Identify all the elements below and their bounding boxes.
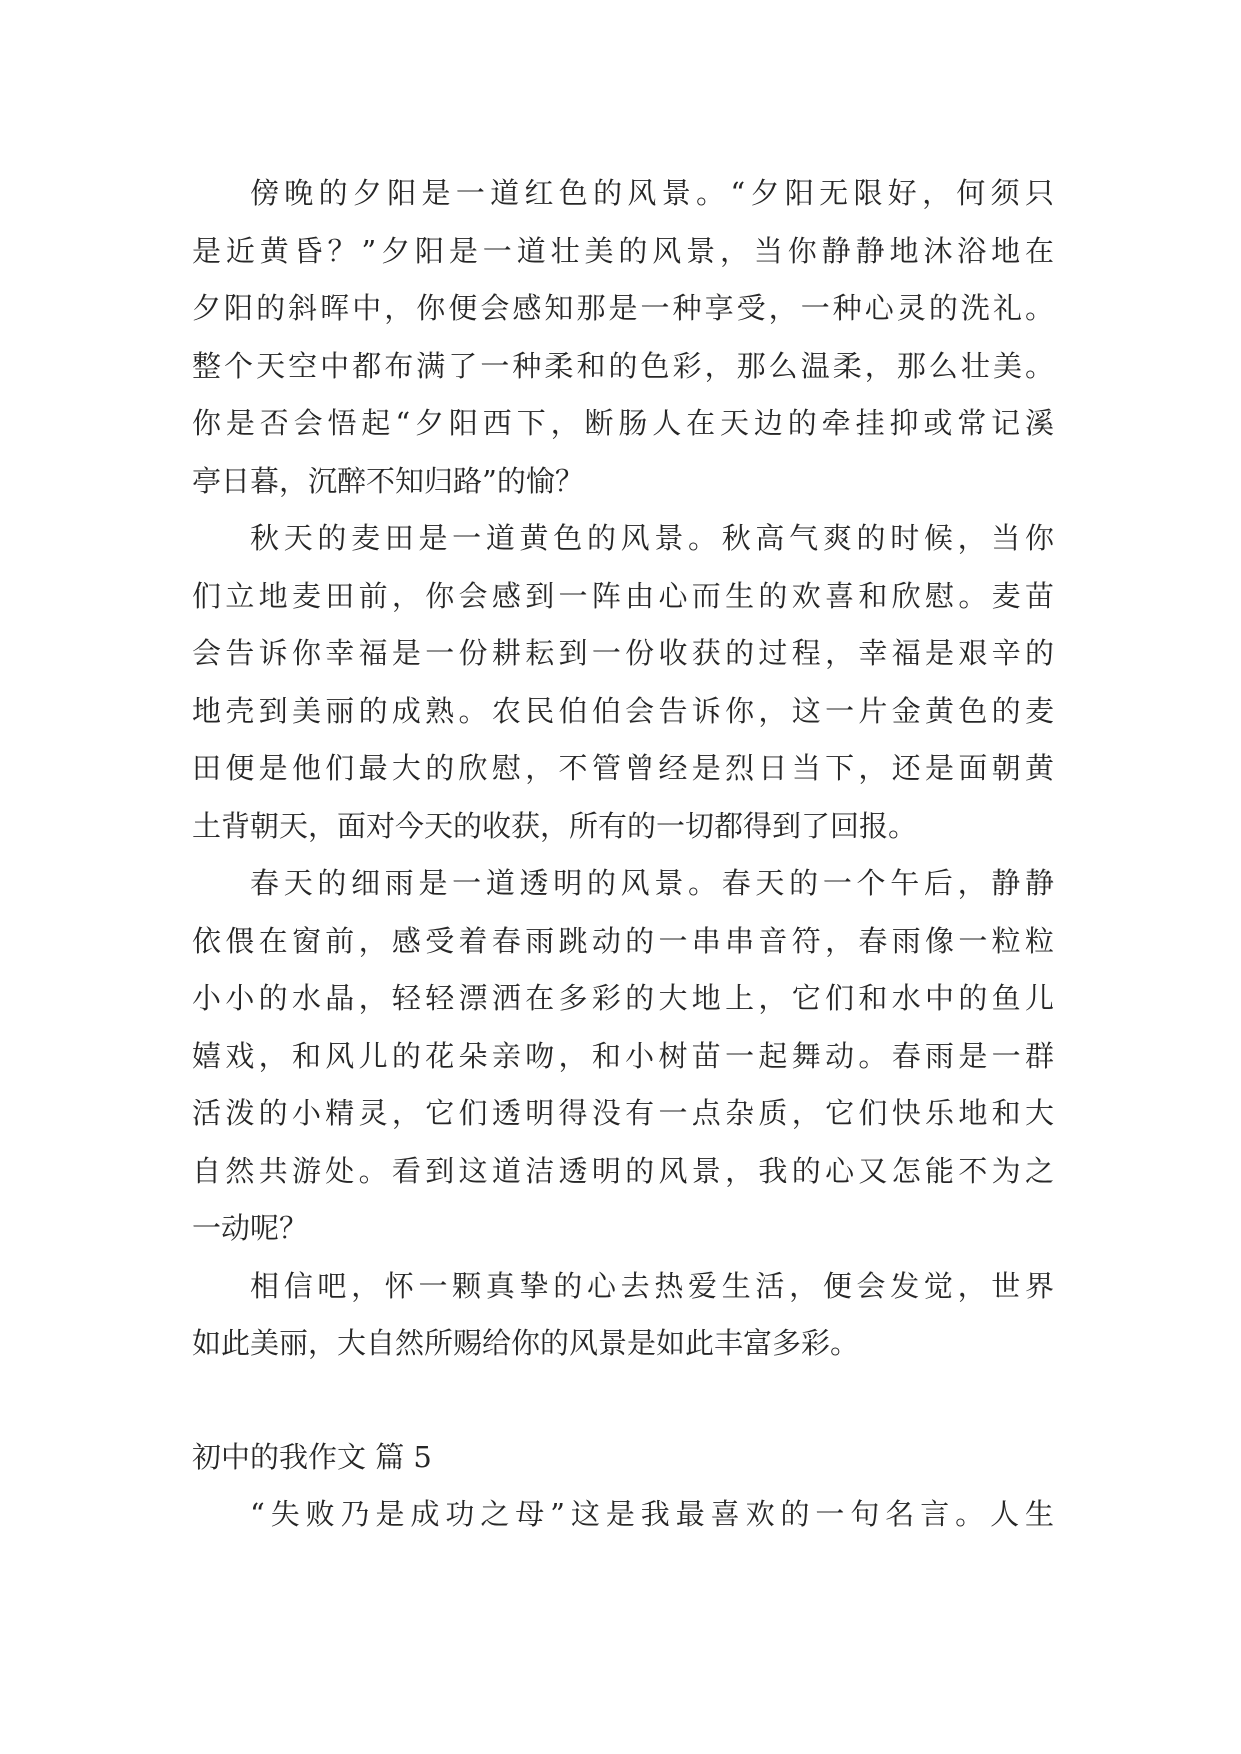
text-line: 春天的细雨是一道透明的风景。春天的一个午后，静静 bbox=[250, 866, 1054, 900]
text-line: 是近黄昏？”夕阳是一道壮美的风景，当你静静地沐浴地在 bbox=[192, 233, 1054, 268]
text-line: 依偎在窗前，感受着春雨跳动的一串串音符，春雨像一粒粒 bbox=[192, 923, 1054, 958]
text-line: 自然共游处。看到这道洁透明的风景，我的心又怎能不为之 bbox=[192, 1153, 1054, 1188]
paragraph-spring-rain bbox=[192, 855, 1054, 1258]
text-line: 如此美丽，大自然所赐给你的风景是如此丰富多彩。 bbox=[192, 1326, 860, 1360]
text-line: 嬉戏，和风儿的花朵亲吻，和小树苗一起舞动。春雨是一群 bbox=[192, 1038, 1054, 1073]
text-line: 们立地麦田前，你会感到一阵由心而生的欢喜和欣慰。麦苗 bbox=[192, 578, 1054, 613]
paragraph-conclusion bbox=[192, 1258, 1054, 1373]
text-line: 你是否会悟起“夕阳西下，断肠人在天边的牵挂抑或常记溪 bbox=[192, 406, 1054, 440]
text-line: 傍晚的夕阳是一道红色的风景。“夕阳无限好，何须只 bbox=[250, 176, 1054, 210]
text-line: 土背朝天，面对今天的收获，所有的一切都得到了回报。 bbox=[192, 808, 918, 843]
text-line: 小小的水晶，轻轻漂洒在多彩的大地上，它们和水中的鱼儿 bbox=[192, 981, 1054, 1015]
section-first-line: “失败乃是成功之母”这是我最喜欢的一句名言。人生 bbox=[250, 1497, 1054, 1531]
text-line: 相信吧，怀一颗真挚的心去热爱生活，便会发觉，世界 bbox=[250, 1268, 1054, 1303]
text-line: 夕阳的斜晖中，你便会感知那是一种享受，一种心灵的洗礼。 bbox=[192, 291, 1054, 325]
text-line: 田便是他们最大的欣慰，不管曾经是烈日当下，还是面朝黄 bbox=[192, 751, 1054, 785]
paragraph-wheat-field bbox=[192, 510, 1054, 855]
text-line: 会告诉你幸福是一份耕耘到一份收获的过程，幸福是艰辛的 bbox=[192, 636, 1054, 670]
document-page bbox=[192, 165, 1054, 1544]
paragraph-sunset bbox=[192, 165, 1054, 510]
section-heading: 初中的我作文 篇 5 bbox=[192, 1439, 432, 1474]
text-line: 一动呢？ bbox=[192, 1211, 309, 1245]
text-line: 秋天的麦田是一道黄色的风景。秋高气爽的时候，当你 bbox=[250, 521, 1054, 555]
text-line: 地壳到美丽的成熟。农民伯伯会告诉你，这一片金黄色的麦 bbox=[192, 693, 1054, 728]
text-line: 亭日暮，沉醉不知归路”的愉？ bbox=[192, 463, 584, 498]
text-line: 整个天空中都布满了一种柔和的色彩，那么温柔，那么壮美。 bbox=[192, 348, 1054, 383]
text-line: 活泼的小精灵，它们透明得没有一点杂质，它们快乐地和大 bbox=[192, 1096, 1054, 1130]
